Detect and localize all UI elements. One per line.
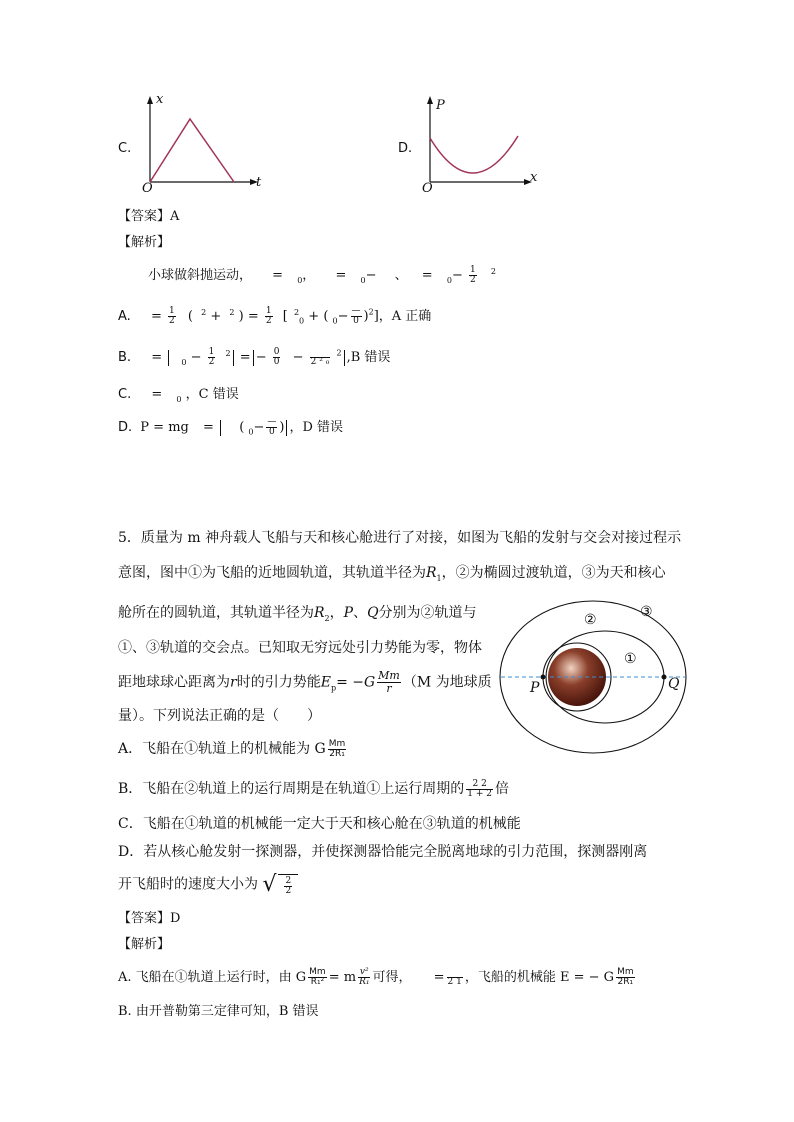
q5-line1: 5．质量为 m 神舟载人飞船与天和核心舱进行了对接，如图为飞船的发射与交会对接过程示 xyxy=(118,530,682,546)
graph-d-y-label: P xyxy=(436,98,445,113)
q5-option-a: A．飞船在①轨道上的机械能为 G $\frac{Mm}{\text{2R₁}}$ xyxy=(118,738,346,759)
q5-line5: 距地球球心距离为r时的引力势能$E_p= -G$ $\frac{Mm}{r}$ （M 为地球质 xyxy=(118,669,492,695)
q4-option-c: C. = $_0$ ，C 错误 xyxy=(118,387,239,404)
graph-c-curve xyxy=(150,119,234,182)
graph-c xyxy=(138,94,268,198)
orbit-label-3: ③ xyxy=(640,604,653,620)
option-d-label: D. xyxy=(398,141,413,156)
q5-line3: 舱所在的圆轨道，其轨道半径为$R_2$，P、Q分别为②轨道与 xyxy=(118,605,477,623)
graph-c-origin: O xyxy=(142,181,153,196)
q4-option-b: B. = $_0$ − $\frac{1}{2}$ $^2$ = − $\frac{0}{0}$ − 2 ² ₀ $^2$ ,B 错误 xyxy=(118,347,391,367)
q4-analysis-label: 【解析】 xyxy=(118,235,171,250)
graph-d-y-arrow xyxy=(427,96,433,104)
q4-option-a: A. = $\frac{1}{2}$ ( $^2$ + $^2$ ) = $\frac{1}{2}$ [ $^2_0$ + ( $_0$− $\frac{—}{0}$ )$^2$]，A 正确 xyxy=(118,306,432,326)
orbit-label-q: Q xyxy=(668,676,680,692)
graph-d-origin: O xyxy=(422,181,433,196)
graph-c-x-label: t xyxy=(256,175,262,190)
q5-answer: 【答案】D xyxy=(118,911,181,926)
q4-option-d: D. P = mg = ( $_0$− $\frac{—}{0}$ ) ，D 错误 xyxy=(118,417,344,437)
q4-answer: 【答案】A xyxy=(118,209,180,224)
q5-option-b: B．飞船在②轨道上的运行周期是在轨道①上运行周期的 $\frac{2 2}{1 + 2}$ 倍 xyxy=(118,778,510,799)
orbit-label-p: P xyxy=(530,680,540,696)
option-c-label: C. xyxy=(118,141,132,156)
q5-line6: 量）。下列说法正确的是（ ） xyxy=(118,708,321,724)
point-q xyxy=(662,675,667,680)
q5-analysis-a: A. 飞船在①轨道上运行时，由 G $\frac{Mm}{\text{R₁²}}$ = m $\frac{\text{v²}}{\text{R₁}}$ 可得， = 2 1 ，飞船的机械能 E = − G $\frac{Mm}{\text{2R₁}}$ xyxy=(118,967,634,987)
q5-line4: ①、③轨道的交会点。已知取无穷远处引力势能为零，物体 xyxy=(118,640,482,656)
orbit-label-1: ① xyxy=(624,651,637,667)
q5-analysis-b: B. 由开普勒第三定律可知，B 错误 xyxy=(118,1004,319,1019)
q5-line2: 意图，图中①为飞船的近地圆轨道，其轨道半径为$R_1$，②为椭圆过渡轨道，③为天和核心 xyxy=(118,565,666,583)
point-p xyxy=(541,675,546,680)
q4-intro: 小球做斜抛运动， = $_0$， = $_0$− 、 = $_0$− $\frac{1}{2}$ $^2$ xyxy=(148,265,496,285)
graph-d-curve xyxy=(430,136,518,173)
earth xyxy=(548,648,606,706)
q5-option-d-line1: D．若从核心舱发射一探测器，并使探测器恰能完全脱离地球的引力范围，探测器刚离 xyxy=(118,844,648,860)
graph-c-y-arrow xyxy=(147,96,153,104)
q5-analysis-label: 【解析】 xyxy=(118,937,171,952)
q5-option-d-line2: 开飞船时的速度大小为 √ $\frac{2}{2}$ xyxy=(118,872,300,897)
orbit-label-2: ② xyxy=(584,612,597,628)
graph-c-y-label: x xyxy=(156,92,164,107)
q5-option-c: C．飞船在①轨道的机械能一定大于天和核心舱在③轨道的机械能 xyxy=(118,816,521,832)
graph-d-x-label: x xyxy=(530,170,538,185)
